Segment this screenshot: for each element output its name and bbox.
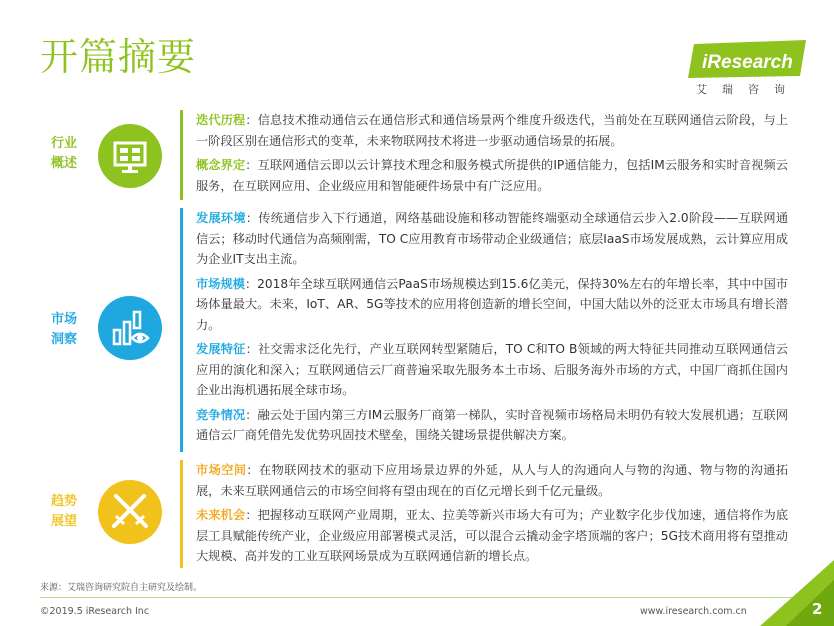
section-label-line-1: 行业 xyxy=(50,136,77,151)
iresearch-logo xyxy=(688,40,808,100)
paragraph-text: ：社交需求泛化先行，产业互联网转型紧随后，TO C和TO B领域的两大特征共同推动互联网通信云应用的演化和深入；互联网通信云厂商普遍采取先服务本土市场、后服务海外市场的方式，中国厂商抓住国内企业出海机遇拓展全球市场。 xyxy=(196,342,788,397)
source-note: 来源：艾瑞咨询研究院自主研究及绘制。 xyxy=(40,583,203,593)
section-label xyxy=(44,134,84,174)
paragraph-text: ：信息技术推动通信云在通信形式和通信场景两个维度升级迭代，当前处在互联网通信云阶段，与上一阶段区别在通信形式的变革，未来物联网技术将进一步驱动通信场景的拓展。 xyxy=(196,113,789,148)
section-label-line-2: 展望 xyxy=(50,514,77,529)
section-label-line-1: 趋势 xyxy=(50,494,77,509)
section-body xyxy=(196,208,788,450)
paragraph-key: 竞争情况 xyxy=(196,407,246,422)
section-label-line-2: 概述 xyxy=(50,156,77,171)
section-divider xyxy=(180,110,183,200)
section-divider xyxy=(180,208,183,452)
paragraph-text: ：融云处于国内第三方IM云服务厂商第一梯队，实时音视频市场格局未明仍有较大发展机遇；互联网通信云厂商凭借先发优势巩固技术壁垒，围绕关键场景提供解决方案。 xyxy=(196,407,789,442)
paragraph-text: ：传统通信步入下行通道，网络基础设施和移动智能终端驱动全球通信云步入2.0阶段——互联网通信云；移动时代通信为高频刚需，TO C应用教育市场带动企业级通信；底层IaaS市场发展成熟，云计算应用成为企业IT支出主流。 xyxy=(196,211,789,266)
paragraph-key: 概念界定 xyxy=(196,158,246,172)
logo-subtitle: 艾瑞咨询 xyxy=(696,83,800,96)
paragraph xyxy=(196,405,788,446)
paragraph xyxy=(196,460,788,501)
paragraph-text: ：2018年全球互联网通信云PaaS市场规模达到15.6亿美元，保持30%左右的年增长率，其中中国市场体量最大。未来，IoT、AR、5G等技术的应用将创造新的增长空间，中国大陆以外的泛亚太市场具有增长潜力。 xyxy=(196,276,788,332)
paragraph-key: 市场规模 xyxy=(196,276,245,291)
paragraph-text: ：把握移动互联网产业周期，亚太、拉美等新兴市场大有可为；产业数字化步伐加速，通信将作为底层工具赋能传统产业，企业级应用部署模式灵活，可以混合云撬动金字塔顶端的客户；5G技术商用将有望推动大规模、高并发的工业互联网场景成为互联网通信新的增长点。 xyxy=(196,508,789,563)
page-number: 2 xyxy=(812,600,823,618)
copyright: ©2019.5 iResearch Inc xyxy=(40,606,150,617)
paragraph-key: 迭代历程 xyxy=(196,113,246,127)
logo-text: iResearch xyxy=(702,52,793,73)
paragraph-text: ：互联网通信云即以云计算技术理念和服务模式所提供的IP通信能力，包括IM云服务和实时音视频云服务，在互联网应用、企业级应用和智能硬件场景中有广泛应用。 xyxy=(196,158,788,193)
section-label xyxy=(44,492,84,532)
section-industry-overview xyxy=(0,110,834,200)
paragraph xyxy=(196,155,788,196)
crossed-swords-icon xyxy=(98,480,162,544)
section-body xyxy=(196,460,788,571)
footer-divider xyxy=(40,597,796,598)
section-body xyxy=(196,110,788,200)
page-title: 开篇摘要 xyxy=(40,35,197,79)
paragraph-key: 发展环境 xyxy=(196,211,246,225)
board-icon xyxy=(98,124,162,188)
section-divider xyxy=(180,460,183,568)
paragraph xyxy=(196,274,788,336)
paragraph xyxy=(196,208,788,270)
paragraph xyxy=(196,339,788,401)
section-label-line-1: 市场 xyxy=(50,312,77,327)
website-url: www.iresearch.com.cn xyxy=(640,606,747,617)
paragraph-key: 未来机会 xyxy=(196,508,246,522)
paragraph-key: 发展特征 xyxy=(196,342,246,356)
section-label xyxy=(44,310,84,350)
paragraph-text: ：在物联网技术的驱动下应用场景边界的外延，从人与人的沟通向人与物的沟通、物与物的沟通拓展，未来互联网通信云的市场空间将有望由现在的百亿元增长到千亿元量级。 xyxy=(196,463,789,498)
section-market-insight xyxy=(0,208,834,452)
section-label-line-2: 洞察 xyxy=(50,332,77,347)
chart-eye-icon xyxy=(98,296,162,360)
section-trend-outlook xyxy=(0,460,834,568)
paragraph-key: 市场空间 xyxy=(196,463,247,477)
paragraph xyxy=(196,505,788,567)
paragraph xyxy=(196,110,788,151)
